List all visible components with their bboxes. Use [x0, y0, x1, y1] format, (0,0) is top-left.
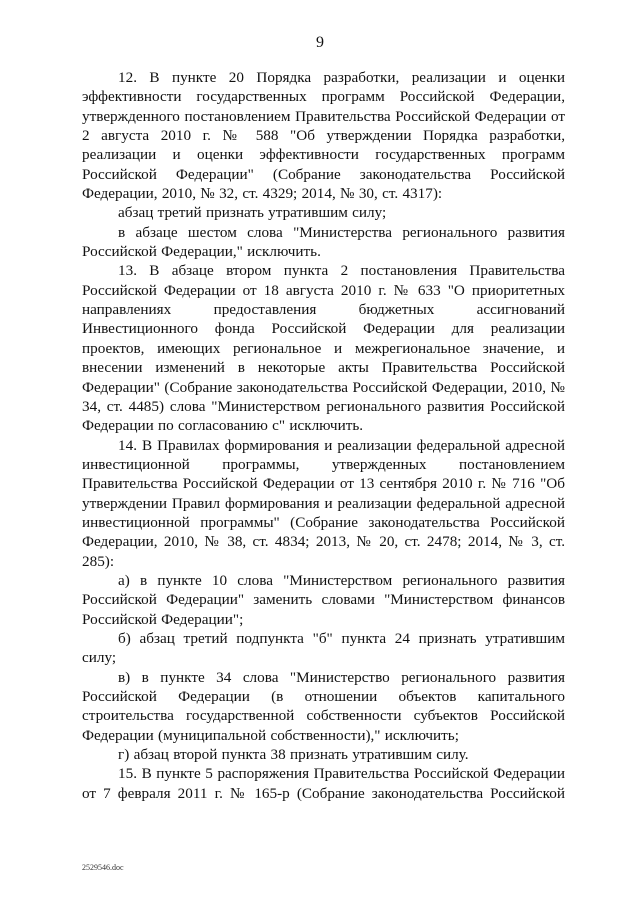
paragraph-12-item-1: абзац третий признать утратившим силу;: [118, 204, 387, 222]
paragraph-14-item-v: в) в пункте 34 слова "Министерство регионального развития Российской Федерации (в отношении объектов капитального строительства государственной собственности субъектов Российской Федерации (муниципальной собственности)," исключить;: [82, 668, 565, 744]
footer-filename: 2529546.doc: [82, 863, 124, 872]
page-number: 9: [316, 34, 324, 51]
paragraph-14-item-b: б) абзац третий подпункта "б" пункта 24 признать утратившим силу;: [82, 629, 565, 667]
paragraph-14-item-g: г) абзац второй пункта 38 признать утратившим силу.: [118, 746, 469, 764]
paragraph-14-item-a: а) в пункте 10 слова "Министерством регионального развития Российской Федерации" заменить словами "Министерством финансов Российской Федерации";: [82, 571, 565, 628]
paragraph-12-item-2: в абзаце шестом слова "Министерства регионального развития Российской Федерации," исключить.: [82, 223, 565, 261]
document-body: [82, 68, 565, 803]
paragraph-13: 13. В абзаце втором пункта 2 постановления Правительства Российской Федерации от 18 августа 2010 г. № 633 "О приоритетных направлениях предоставления бюджетных ассигнований Инвестиционного фонда Российской Федерации для реализации проектов, имеющих региональное и межрегиональное значение, и внесении изменений в некоторые акты Правительства Российской Федерации" (Собрание законодательства Российской Федерации, 2010, № 34, ст. 4485) слова "Министерством регионального развития Российской Федерации по согласованию с" исключить.: [82, 262, 565, 435]
paragraph-15: 15. В пункте 5 распоряжения Правительства Российской Федерации от 7 февраля 2011 г. № 165-р (Собрание законодательства Российской: [82, 765, 565, 802]
paragraph-14: 14. В Правилах формирования и реализации федеральной адресной инвестиционной программы, утвержденных постановлением Правительства Российской Федерации от 13 сентября 2010 г. № 716 "Об утверждении Правил формирования и реализации федеральной адресной инвестиционной программы" (Собрание законодательства Российской Федерации, 2010, № 38, ст. 4834; 2013, № 20, ст. 2478; 2014, № 3, ст. 285):: [82, 436, 565, 570]
paragraph-12: 12. В пункте 20 Порядка разработки, реализации и оценки эффективности государственных программ Российской Федерации, утвержденного постановлением Правительства Российской Федерации от 2 августа 2010 г. № 588 "Об утверждении Порядка разработки, реализации и оценки эффективности государственных программ Российской Федерации" (Собрание законодательства Российской Федерации, 2010, № 32, ст. 4329; 2014, № 30, ст. 4317):: [82, 69, 565, 203]
